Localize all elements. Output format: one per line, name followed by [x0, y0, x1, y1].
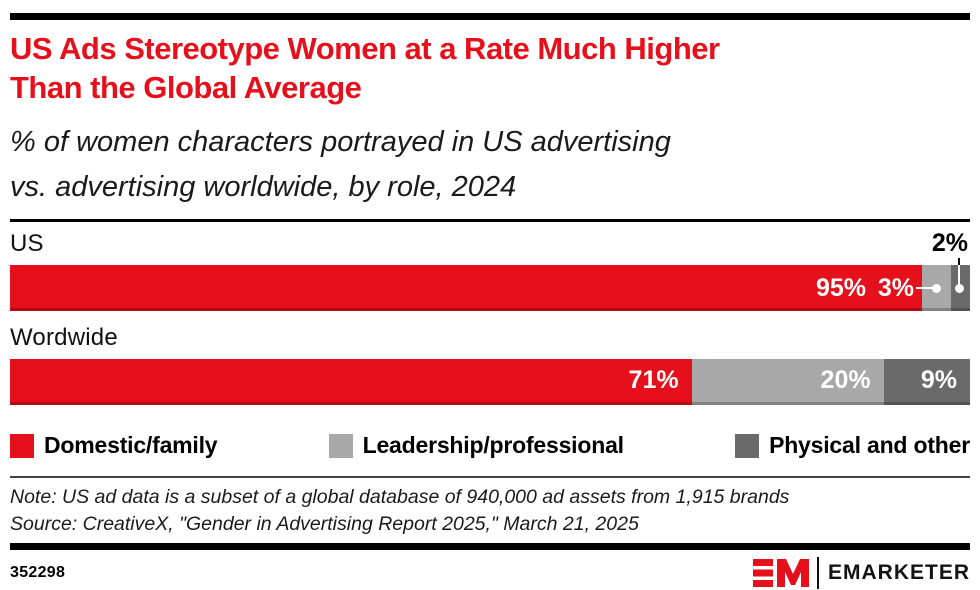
- worldwide-domestic-value-label: 71%: [628, 366, 679, 394]
- footnote: [10, 484, 970, 538]
- us-leadership-value-label: 3%: [877, 274, 914, 302]
- top-rule: [10, 13, 970, 20]
- category-label-us: US: [10, 230, 44, 257]
- chart-subtitle-line1: % of women characters portrayed in US advertising: [10, 126, 671, 158]
- legend-swatch-dark-gray: [735, 434, 759, 458]
- bottom-rule: [10, 543, 970, 550]
- footnote-note: Note: US ad data is a subset of a global database of 940,000 ad assets from 1,915 brands: [10, 486, 790, 508]
- legend: [10, 432, 970, 459]
- chart-subtitle: [10, 120, 970, 210]
- footer: [10, 557, 970, 589]
- bar-us: [10, 265, 970, 311]
- bar-us-domestic-segment: [10, 265, 922, 311]
- bar-worldwide-domestic-segment: [10, 359, 692, 405]
- legend-swatch-red: [10, 434, 34, 458]
- footnote-divider: [10, 476, 970, 478]
- legend-label-domestic: Domestic/family: [44, 432, 218, 458]
- em-monogram-icon: [753, 558, 809, 588]
- logo-divider: [817, 557, 819, 589]
- chart-title-line2: Than the Global Average: [10, 70, 362, 105]
- footnote-source: Source: CreativeX, "Gender in Advertising Report 2025," March 21, 2025: [10, 513, 639, 535]
- emarketer-wordmark: EMARKETER: [827, 561, 970, 584]
- category-label-worldwide: Wordwide: [10, 324, 118, 351]
- chart-id: 352298: [10, 564, 66, 581]
- legend-swatch-light-gray: [329, 434, 353, 458]
- bar-worldwide-leadership-segment: [692, 359, 884, 405]
- worldwide-leadership-value-label: 20%: [820, 366, 871, 394]
- chart-top-divider: [10, 219, 970, 222]
- legend-label-leadership: Leadership/professional: [362, 432, 624, 458]
- bar-worldwide-physical-segment: [884, 359, 970, 405]
- chart-title-line1: US Ads Stereotype Women at a Rate Much Higher: [10, 31, 720, 66]
- worldwide-physical-value-label: 9%: [920, 366, 957, 394]
- emarketer-logo: [753, 557, 970, 589]
- legend-item-physical: [735, 432, 970, 459]
- bar-worldwide: [10, 359, 970, 405]
- us-domestic-value-label: 95%: [815, 274, 866, 302]
- chart-title: [10, 29, 970, 107]
- us-physical-value-label: 2%: [931, 229, 968, 257]
- us-physical-dot: [955, 284, 964, 293]
- legend-label-physical: Physical and other: [769, 432, 970, 458]
- chart-container: [0, 13, 980, 590]
- worldwide-row-header: [10, 324, 970, 352]
- us-row-header: [10, 229, 970, 258]
- legend-item-domestic: [10, 432, 217, 459]
- legend-item-leadership: [329, 432, 624, 459]
- us-leadership-dot: [932, 284, 941, 293]
- chart-subtitle-line2: vs. advertising worldwide, by role, 2024: [10, 171, 517, 203]
